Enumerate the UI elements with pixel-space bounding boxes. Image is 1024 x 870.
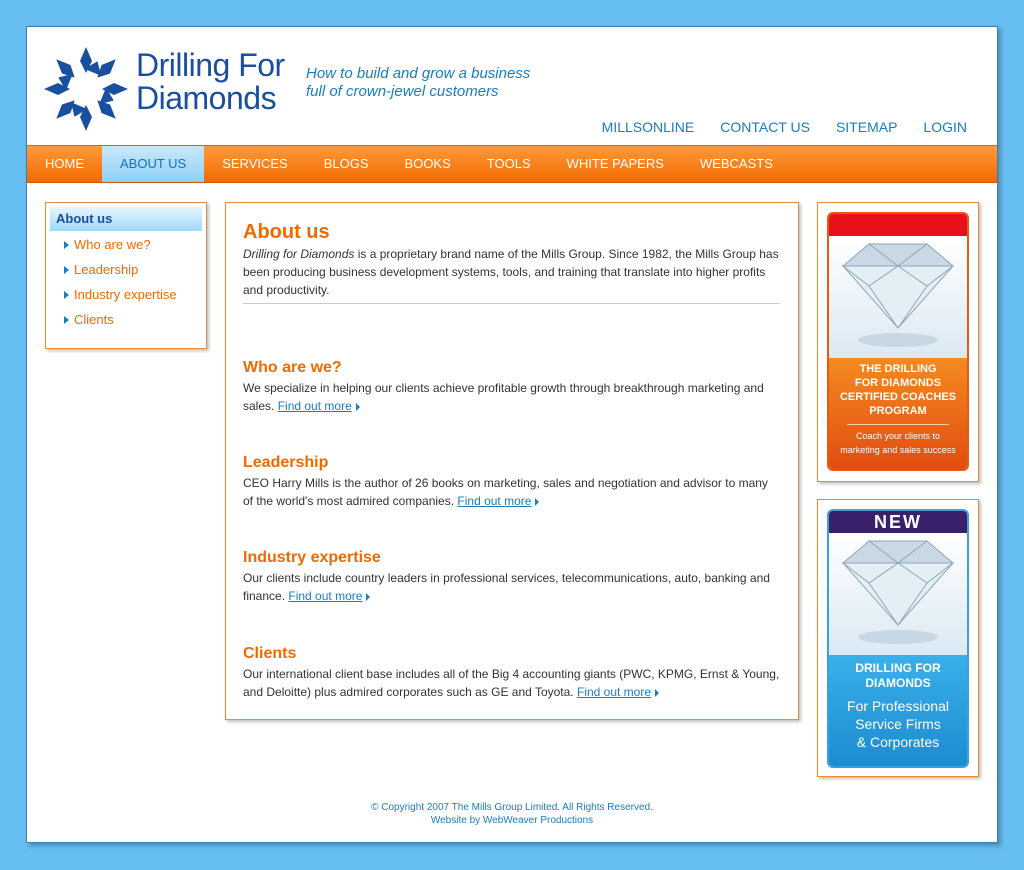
nav-webcasts[interactable]: WEBCASTS [699, 156, 773, 171]
find-out-more-link[interactable] [457, 494, 539, 508]
brand-line-2: Diamonds [136, 80, 277, 116]
intro-text [243, 245, 780, 299]
nav-home[interactable]: HOME [45, 156, 84, 171]
arrow-right-icon [366, 593, 370, 601]
brand-name[interactable] [136, 49, 285, 115]
divider [243, 303, 780, 304]
nav-tools[interactable]: TOOLS [486, 156, 531, 171]
tagline [306, 65, 530, 101]
header [27, 27, 997, 145]
arrow-right-icon [64, 241, 69, 249]
diamond-image [829, 533, 967, 655]
banner-line: THE DRILLING [859, 363, 937, 375]
section-leadership [243, 454, 780, 510]
footer [27, 801, 997, 827]
main-nav [27, 145, 997, 183]
tagline-line-1: How to build and grow a business [306, 65, 531, 82]
arrow-right-icon [535, 498, 539, 506]
banner-line: CERTIFIED COACHES [839, 391, 957, 403]
find-out-more-link[interactable] [288, 589, 370, 603]
banner-divider [847, 424, 949, 425]
section-text [243, 569, 780, 605]
find-out-more-label[interactable]: Find out more [277, 399, 352, 413]
top-link-contact-us[interactable]: CONTACT US [720, 119, 810, 135]
sidebar-item-label[interactable]: Industry expertise [74, 287, 177, 302]
sidebar-title: About us [50, 207, 202, 231]
section-body: CEO Harry Mills is the author of 26 books on marketing, sales and negotiation and advisor to many of the world's most admired companies. [243, 476, 768, 508]
section-clients [243, 645, 780, 701]
banner-line: DIAMONDS [865, 676, 931, 690]
banner-top-stripe [829, 214, 967, 236]
section-industry-expertise [243, 549, 780, 605]
banner-line: PROGRAM [869, 405, 927, 417]
banner-text-block [829, 655, 967, 768]
section-title: Who are we? [243, 359, 342, 376]
banner-subline: Coach your clients to [855, 431, 941, 441]
banner-subline: Service Firms [855, 716, 941, 732]
banner-text-block [829, 358, 967, 471]
section-body: Our international client base includes all of the Big 4 accounting giants (PWC, KPMG, Ernst & Young, and Deloitte) plus admired corporates such as GE and Toyota. [243, 667, 780, 699]
section-body: We specialize in helping our clients achieve profitable growth through breakthrough marketing and sales. [243, 381, 764, 413]
nav-books[interactable]: BOOKS [404, 156, 451, 171]
arrow-right-icon [356, 403, 360, 411]
sidebar-item-who-are-we[interactable] [46, 235, 206, 260]
diamond-image [829, 236, 967, 358]
tagline-line-2: full of crown-jewel customers [306, 83, 499, 100]
ad-box-new [817, 499, 979, 777]
section-title: Leadership [243, 454, 329, 471]
section-text [243, 379, 780, 415]
find-out-more-label[interactable]: Find out more [288, 589, 363, 603]
section-text [243, 665, 780, 701]
arrow-right-icon [655, 689, 659, 697]
arrow-right-icon [64, 316, 69, 324]
new-badge: NEW [829, 511, 967, 533]
sidebar-menu [45, 202, 207, 349]
page-container [26, 26, 998, 843]
diamond-icon [829, 236, 967, 358]
banner-subline: For Professional [847, 698, 949, 714]
section-title: Clients [243, 645, 297, 662]
arrow-right-icon [64, 291, 69, 299]
banner-subline: marketing and sales success [840, 445, 956, 455]
intro-brand: Drilling for Diamonds [243, 247, 355, 261]
professional-services-banner[interactable] [827, 509, 969, 768]
nav-blogs[interactable]: BLOGS [323, 156, 369, 171]
main-content [225, 202, 799, 720]
find-out-more-label[interactable]: Find out more [576, 685, 652, 699]
nav-services[interactable]: SERVICES [222, 156, 288, 171]
sidebar-item-label[interactable]: Leadership [74, 262, 139, 277]
diamond-star-logo-icon[interactable] [44, 45, 128, 133]
coaches-program-banner[interactable] [827, 212, 969, 471]
section-who-are-we [243, 359, 780, 415]
section-text [243, 474, 780, 510]
page-title: About us [243, 221, 330, 243]
top-link-sitemap[interactable]: SITEMAP [835, 119, 898, 135]
find-out-more-link[interactable] [278, 399, 360, 413]
ad-box-coaches [817, 202, 979, 482]
nav-about-us[interactable]: ABOUT US [102, 146, 204, 182]
intro-body: is a proprietary brand name of the Mills Group. Since 1982, the Mills Group has been producing business development systems, tools, and training that translate into higher profits and productivity. [243, 247, 779, 297]
copyright-text: © Copyright 2007 The Mills Group Limited. All Rights Reserved. [371, 802, 653, 813]
sidebar-item-clients[interactable] [46, 310, 206, 335]
nav-white-papers[interactable]: WHITE PAPERS [566, 156, 664, 171]
top-link-login[interactable]: LOGIN [923, 119, 967, 135]
brand-line-1: Drilling For [136, 47, 285, 83]
top-link-millsonline[interactable]: MILLSONLINE [601, 119, 695, 135]
banner-subline: & Corporates [856, 734, 940, 750]
credit-link[interactable]: Website by WebWeaver Productions [430, 815, 594, 826]
top-links [602, 119, 967, 135]
find-out-more-label[interactable]: Find out more [457, 494, 532, 508]
banner-line: DRILLING FOR [855, 661, 941, 675]
sidebar-item-industry-expertise[interactable] [46, 285, 206, 310]
sidebar-item-label[interactable]: Clients [74, 312, 114, 327]
section-body: Our clients include country leaders in professional services, telecommunications, auto, banking and finance. [243, 571, 770, 603]
section-title: Industry expertise [243, 549, 381, 566]
sidebar-item-leadership[interactable] [46, 260, 206, 285]
sidebar-item-label[interactable]: Who are we? [74, 237, 151, 252]
banner-line: FOR DIAMONDS [854, 377, 942, 389]
diamond-icon [829, 533, 967, 655]
find-out-more-link[interactable] [577, 685, 659, 699]
arrow-right-icon [64, 266, 69, 274]
